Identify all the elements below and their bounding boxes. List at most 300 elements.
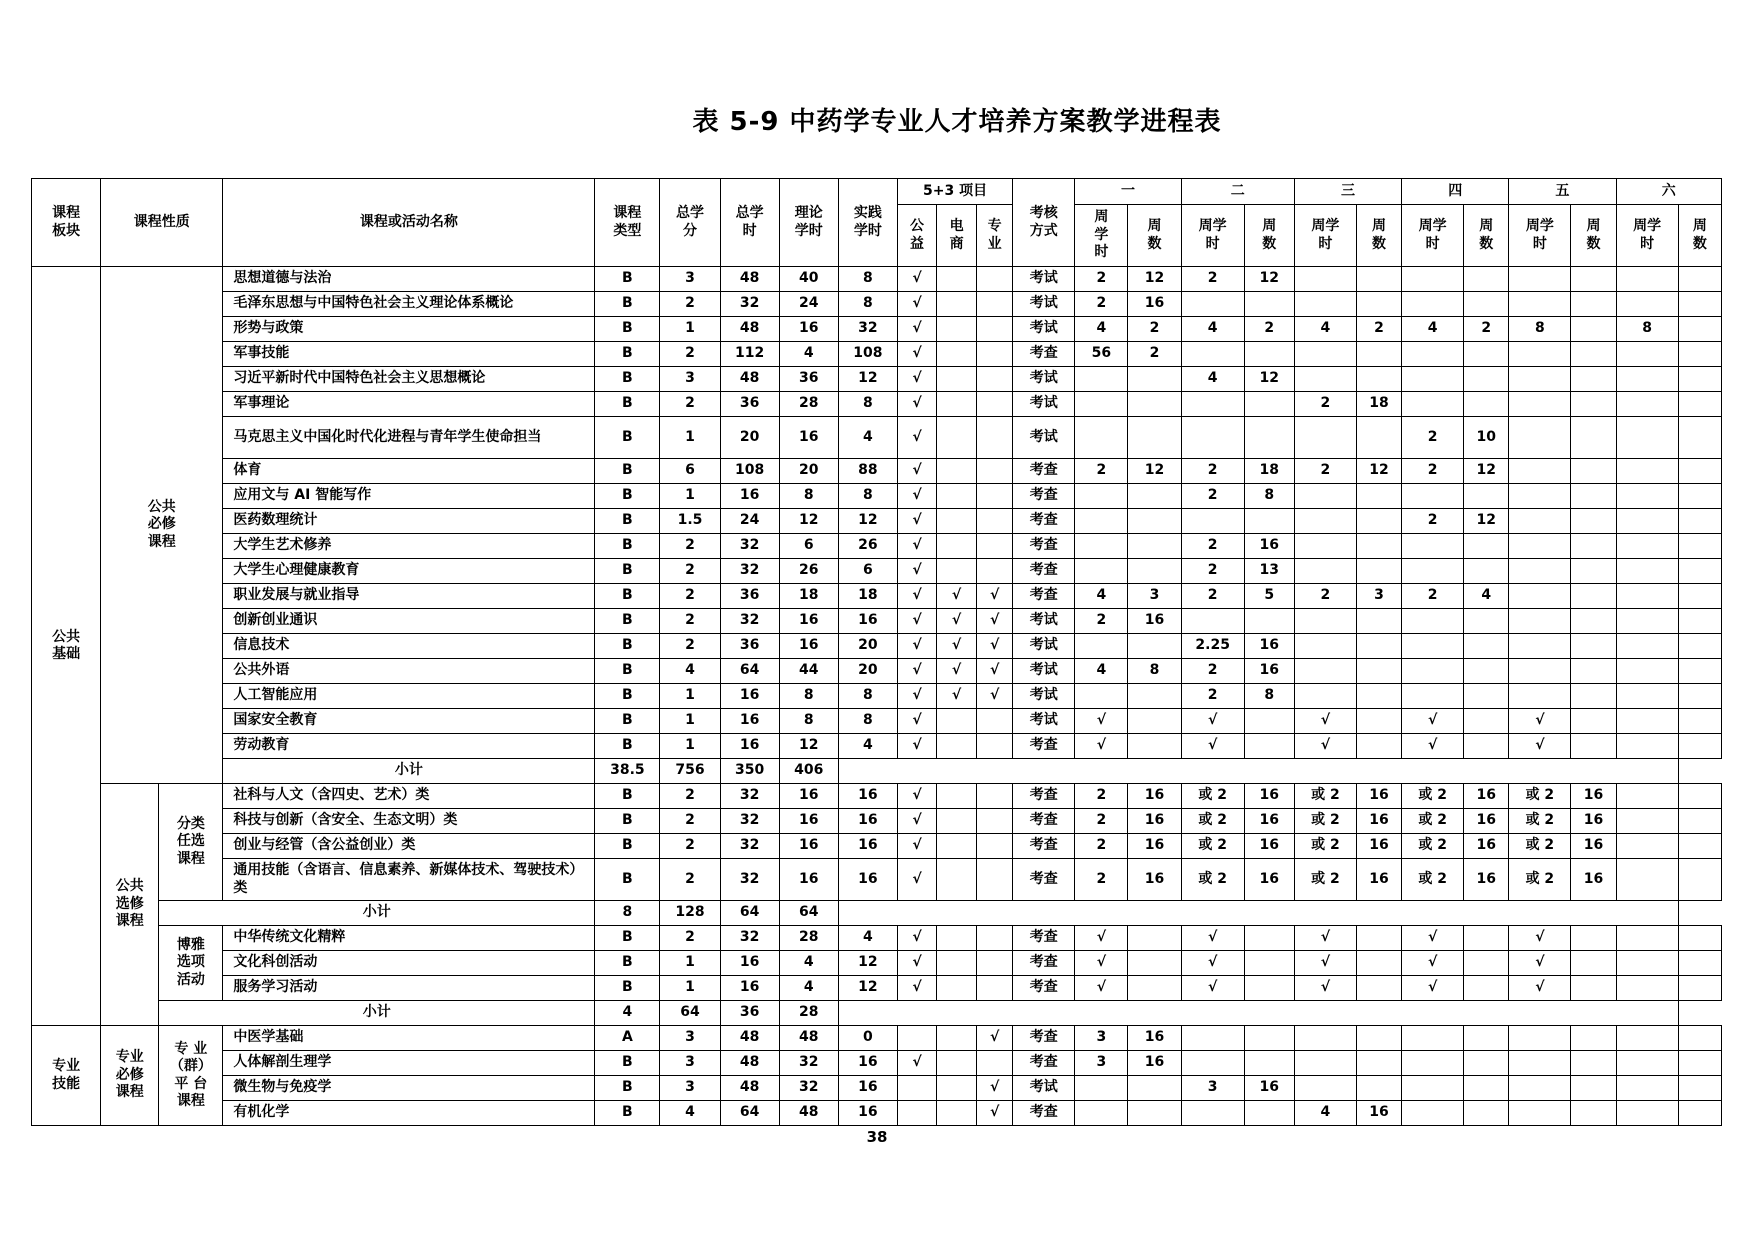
weeks-4: 12 [1464, 459, 1509, 484]
course-p1 [897, 1076, 936, 1101]
subtotal-hours: 128 [660, 901, 720, 926]
course-p2 [937, 834, 977, 859]
weekly-hours-5 [1509, 342, 1571, 367]
course-practice: 12 [838, 951, 897, 976]
subtotal-label: 小计 [159, 1001, 595, 1026]
weekly-hours-3 [1294, 684, 1356, 709]
subtotal-credits: 8 [595, 901, 660, 926]
weekly-hours-2: 2 [1181, 559, 1244, 584]
course-credits: 4 [660, 1101, 720, 1126]
table-row [32, 367, 1722, 392]
weekly-hours-5 [1509, 392, 1571, 417]
weekly-hours-1 [1075, 1076, 1128, 1101]
course-name: 服务学习活动 [223, 976, 595, 1001]
weeks-4 [1464, 267, 1509, 292]
weeks-6 [1678, 859, 1721, 901]
weeks-6 [1678, 292, 1721, 317]
table-row [32, 859, 1722, 901]
course-practice: 12 [838, 509, 897, 534]
course-p3 [977, 267, 1013, 292]
course-name: 人工智能应用 [223, 684, 595, 709]
subtotal-practice: 64 [779, 901, 838, 926]
weeks-6 [1678, 1051, 1721, 1076]
course-theory: 16 [779, 634, 838, 659]
header-block: 课程 板块 [32, 179, 101, 267]
weeks-3 [1356, 609, 1401, 634]
course-p3: √ [977, 1026, 1013, 1051]
weekly-hours-3: √ [1294, 951, 1356, 976]
course-assess: 考查 [1013, 1051, 1075, 1076]
weekly-hours-4: √ [1402, 951, 1464, 976]
course-assess: 考查 [1013, 534, 1075, 559]
weeks-5 [1571, 1101, 1616, 1126]
weeks-1: 16 [1128, 809, 1181, 834]
weekly-hours-6 [1616, 1026, 1678, 1051]
course-assess: 考试 [1013, 417, 1075, 459]
course-p1: √ [897, 559, 936, 584]
header-wh-3: 周学 时 [1294, 205, 1356, 267]
weekly-hours-2 [1181, 1101, 1244, 1126]
weekly-hours-5 [1509, 1026, 1571, 1051]
table-row [32, 684, 1722, 709]
weeks-5 [1571, 292, 1616, 317]
subnature-platform: 专 业 （群） 平 台 课程 [159, 1026, 223, 1126]
course-p2 [937, 367, 977, 392]
weekly-hours-6 [1616, 267, 1678, 292]
course-p1: √ [897, 342, 936, 367]
weekly-hours-1: 3 [1075, 1051, 1128, 1076]
course-theory: 20 [779, 459, 838, 484]
weekly-hours-4: √ [1402, 926, 1464, 951]
weeks-4 [1464, 1076, 1509, 1101]
weekly-hours-4 [1402, 634, 1464, 659]
weekly-hours-6 [1616, 684, 1678, 709]
weekly-hours-3 [1294, 559, 1356, 584]
weeks-4: 2 [1464, 317, 1509, 342]
course-theory: 44 [779, 659, 838, 684]
course-credits: 3 [660, 1026, 720, 1051]
course-credits: 1 [660, 734, 720, 759]
course-practice: 8 [838, 292, 897, 317]
weekly-hours-3: 2 [1294, 459, 1356, 484]
table-row [32, 784, 1722, 809]
weekly-hours-6 [1616, 292, 1678, 317]
header-nature: 课程性质 [101, 179, 223, 267]
course-assess: 考查 [1013, 926, 1075, 951]
course-p2 [937, 1026, 977, 1051]
weeks-4 [1464, 292, 1509, 317]
weekly-hours-3 [1294, 292, 1356, 317]
course-credits: 2 [660, 609, 720, 634]
weeks-1: 12 [1128, 459, 1181, 484]
course-assess: 考试 [1013, 367, 1075, 392]
weekly-hours-5: √ [1509, 926, 1571, 951]
course-p1: √ [897, 976, 936, 1001]
course-practice: 16 [838, 609, 897, 634]
weeks-2: 16 [1244, 634, 1294, 659]
weekly-hours-3: √ [1294, 734, 1356, 759]
weekly-hours-5: 8 [1509, 317, 1571, 342]
course-p3: √ [977, 684, 1013, 709]
weeks-4 [1464, 634, 1509, 659]
table-row [32, 834, 1722, 859]
weekly-hours-2: 或 2 [1181, 859, 1244, 901]
course-hours: 16 [720, 709, 779, 734]
weekly-hours-2: √ [1181, 734, 1244, 759]
weeks-5 [1571, 634, 1616, 659]
weekly-hours-1: 2 [1075, 784, 1128, 809]
course-p1: √ [897, 926, 936, 951]
course-type: B [595, 609, 660, 634]
course-practice: 4 [838, 734, 897, 759]
weekly-hours-5 [1509, 1076, 1571, 1101]
weeks-3 [1356, 559, 1401, 584]
weekly-hours-3: √ [1294, 926, 1356, 951]
weekly-hours-1: 4 [1075, 584, 1128, 609]
course-p2 [937, 392, 977, 417]
table-row [32, 976, 1722, 1001]
table-row [32, 534, 1722, 559]
weeks-6 [1678, 709, 1721, 734]
weeks-5 [1571, 342, 1616, 367]
weekly-hours-4 [1402, 484, 1464, 509]
course-assess: 考查 [1013, 342, 1075, 367]
weekly-hours-1 [1075, 392, 1128, 417]
course-credits: 2 [660, 534, 720, 559]
course-credits: 3 [660, 1076, 720, 1101]
course-credits: 1 [660, 484, 720, 509]
course-hours: 32 [720, 292, 779, 317]
weeks-2: 16 [1244, 784, 1294, 809]
weeks-6 [1678, 392, 1721, 417]
course-p2: √ [937, 684, 977, 709]
course-name: 创新创业通识 [223, 609, 595, 634]
header-wh-6: 周学 时 [1616, 205, 1678, 267]
course-p2 [937, 709, 977, 734]
weekly-hours-1: 56 [1075, 342, 1128, 367]
weekly-hours-2: 2 [1181, 584, 1244, 609]
weeks-5 [1571, 317, 1616, 342]
weekly-hours-3 [1294, 267, 1356, 292]
course-assess: 考查 [1013, 459, 1075, 484]
weekly-hours-2 [1181, 1051, 1244, 1076]
weekly-hours-1 [1075, 1101, 1128, 1126]
weeks-3 [1356, 709, 1401, 734]
course-p3 [977, 709, 1013, 734]
weekly-hours-5 [1509, 609, 1571, 634]
weeks-6 [1678, 342, 1721, 367]
course-type: B [595, 859, 660, 901]
weekly-hours-4: 2 [1402, 584, 1464, 609]
weeks-4: 16 [1464, 809, 1509, 834]
weeks-6 [1678, 634, 1721, 659]
course-credits: 2 [660, 342, 720, 367]
course-p3 [977, 734, 1013, 759]
course-hours: 16 [720, 734, 779, 759]
weeks-1: 16 [1128, 1026, 1181, 1051]
course-p1: √ [897, 609, 936, 634]
weeks-4 [1464, 559, 1509, 584]
weekly-hours-6 [1616, 859, 1678, 901]
weeks-1: 16 [1128, 859, 1181, 901]
weekly-hours-5: √ [1509, 709, 1571, 734]
weeks-1 [1128, 392, 1181, 417]
table-row [32, 559, 1722, 584]
course-p2 [937, 1076, 977, 1101]
course-p2 [937, 292, 977, 317]
weekly-hours-5 [1509, 584, 1571, 609]
course-practice: 16 [838, 784, 897, 809]
course-assess: 考查 [1013, 784, 1075, 809]
weeks-2: 16 [1244, 1076, 1294, 1101]
weeks-1 [1128, 634, 1181, 659]
course-assess: 考试 [1013, 709, 1075, 734]
weekly-hours-2: 2 [1181, 534, 1244, 559]
weekly-hours-3 [1294, 417, 1356, 459]
subtotal-hours: 756 [660, 759, 720, 784]
header-wk-5: 周 数 [1571, 205, 1616, 267]
weeks-6 [1678, 609, 1721, 634]
weeks-2: 18 [1244, 459, 1294, 484]
course-hours: 32 [720, 559, 779, 584]
table-row [32, 1026, 1722, 1051]
course-p1: √ [897, 951, 936, 976]
weeks-2 [1244, 417, 1294, 459]
weekly-hours-6 [1616, 1076, 1678, 1101]
course-p1: √ [897, 267, 936, 292]
table-row [32, 509, 1722, 534]
subtotal-row [32, 1001, 1722, 1026]
weekly-hours-3 [1294, 1026, 1356, 1051]
header-sem-2: 二 [1181, 179, 1294, 205]
course-credits: 3 [660, 267, 720, 292]
weekly-hours-3 [1294, 367, 1356, 392]
course-p2 [937, 484, 977, 509]
weeks-2 [1244, 609, 1294, 634]
course-theory: 40 [779, 267, 838, 292]
weeks-5 [1571, 559, 1616, 584]
table-row [32, 392, 1722, 417]
course-type: B [595, 809, 660, 834]
weekly-hours-6 [1616, 559, 1678, 584]
course-p2 [937, 926, 977, 951]
weekly-hours-1: 4 [1075, 317, 1128, 342]
weeks-5 [1571, 684, 1616, 709]
table-row [32, 809, 1722, 834]
course-hours: 64 [720, 1101, 779, 1126]
header-p2: 电 商 [937, 205, 977, 267]
course-p2 [937, 784, 977, 809]
weeks-6 [1678, 584, 1721, 609]
header-wk-3: 周 数 [1356, 205, 1401, 267]
weeks-5 [1571, 926, 1616, 951]
weeks-4 [1464, 976, 1509, 1001]
course-practice: 12 [838, 976, 897, 1001]
weeks-5 [1571, 1076, 1616, 1101]
weeks-4 [1464, 484, 1509, 509]
course-p3: √ [977, 1076, 1013, 1101]
weeks-4 [1464, 709, 1509, 734]
course-practice: 16 [838, 1076, 897, 1101]
weeks-1 [1128, 417, 1181, 459]
course-hours: 32 [720, 809, 779, 834]
weekly-hours-1 [1075, 367, 1128, 392]
table-row [32, 734, 1722, 759]
course-assess: 考查 [1013, 1026, 1075, 1051]
course-type: B [595, 1101, 660, 1126]
subtotal-empty [838, 901, 1678, 926]
course-p1: √ [897, 734, 936, 759]
course-theory: 4 [779, 976, 838, 1001]
course-p3: √ [977, 609, 1013, 634]
course-assess: 考查 [1013, 559, 1075, 584]
course-assess: 考查 [1013, 584, 1075, 609]
weeks-2: 16 [1244, 859, 1294, 901]
weeks-6 [1678, 534, 1721, 559]
course-p3 [977, 484, 1013, 509]
weeks-1 [1128, 534, 1181, 559]
course-credits: 2 [660, 634, 720, 659]
course-credits: 2 [660, 809, 720, 834]
course-practice: 26 [838, 534, 897, 559]
weekly-hours-4 [1402, 609, 1464, 634]
course-assess: 考查 [1013, 484, 1075, 509]
course-name: 公共外语 [223, 659, 595, 684]
course-credits: 2 [660, 784, 720, 809]
course-p3 [977, 559, 1013, 584]
weekly-hours-2: 4 [1181, 317, 1244, 342]
weeks-1: 2 [1128, 317, 1181, 342]
weekly-hours-6 [1616, 417, 1678, 459]
weeks-3: 2 [1356, 317, 1401, 342]
weekly-hours-5 [1509, 292, 1571, 317]
weeks-4: 16 [1464, 834, 1509, 859]
weeks-4 [1464, 926, 1509, 951]
course-hours: 36 [720, 392, 779, 417]
weekly-hours-4: √ [1402, 709, 1464, 734]
course-name: 医药数理统计 [223, 509, 595, 534]
weekly-hours-1 [1075, 509, 1128, 534]
course-practice: 16 [838, 1101, 897, 1126]
course-p1: √ [897, 392, 936, 417]
nature-prof-required: 专业 必修 课程 [101, 1026, 159, 1126]
weekly-hours-3 [1294, 659, 1356, 684]
teaching-schedule-table [31, 178, 1722, 1126]
course-type: B [595, 559, 660, 584]
weekly-hours-1 [1075, 634, 1128, 659]
course-p1 [897, 1026, 936, 1051]
subtotal-credits: 38.5 [595, 759, 660, 784]
weekly-hours-6 [1616, 392, 1678, 417]
weekly-hours-5 [1509, 659, 1571, 684]
course-type: B [595, 734, 660, 759]
course-theory: 16 [779, 609, 838, 634]
header-wh-4: 周学 时 [1402, 205, 1464, 267]
weekly-hours-4: 2 [1402, 509, 1464, 534]
weeks-1 [1128, 559, 1181, 584]
weekly-hours-6 [1616, 784, 1678, 809]
course-credits: 2 [660, 559, 720, 584]
weekly-hours-5: 或 2 [1509, 834, 1571, 859]
course-credits: 1 [660, 976, 720, 1001]
course-type: B [595, 267, 660, 292]
weeks-2: 5 [1244, 584, 1294, 609]
weekly-hours-2: 2 [1181, 484, 1244, 509]
course-type: B [595, 417, 660, 459]
course-p1: √ [897, 317, 936, 342]
weekly-hours-6 [1616, 709, 1678, 734]
weekly-hours-6 [1616, 809, 1678, 834]
weekly-hours-4: √ [1402, 976, 1464, 1001]
course-hours: 48 [720, 1076, 779, 1101]
weekly-hours-1 [1075, 417, 1128, 459]
weekly-hours-6 [1616, 634, 1678, 659]
weekly-hours-2: √ [1181, 926, 1244, 951]
weekly-hours-3: 或 2 [1294, 859, 1356, 901]
course-practice: 16 [838, 1051, 897, 1076]
course-theory: 26 [779, 559, 838, 584]
course-name: 体育 [223, 459, 595, 484]
course-type: B [595, 534, 660, 559]
weekly-hours-6: 8 [1616, 317, 1678, 342]
weeks-5 [1571, 534, 1616, 559]
weeks-6 [1678, 1026, 1721, 1051]
course-p3 [977, 509, 1013, 534]
weeks-5 [1571, 459, 1616, 484]
course-type: B [595, 784, 660, 809]
course-type: B [595, 509, 660, 534]
weekly-hours-2: √ [1181, 951, 1244, 976]
weeks-3 [1356, 484, 1401, 509]
weeks-2 [1244, 1051, 1294, 1076]
course-name: 大学生艺术修养 [223, 534, 595, 559]
course-credits: 3 [660, 367, 720, 392]
weekly-hours-2: √ [1181, 709, 1244, 734]
header-sem-4: 四 [1402, 179, 1509, 205]
course-p2 [937, 951, 977, 976]
weekly-hours-2: 4 [1181, 367, 1244, 392]
course-theory: 6 [779, 534, 838, 559]
course-p2: √ [937, 634, 977, 659]
header-wk-1: 周 数 [1128, 205, 1181, 267]
weekly-hours-3 [1294, 1076, 1356, 1101]
course-name: 毛泽东思想与中国特色社会主义理论体系概论 [223, 292, 595, 317]
course-p2 [937, 417, 977, 459]
weekly-hours-4 [1402, 559, 1464, 584]
course-p3 [977, 951, 1013, 976]
weeks-5 [1571, 367, 1616, 392]
course-type: B [595, 926, 660, 951]
weekly-hours-4: 2 [1402, 459, 1464, 484]
course-p2 [937, 559, 977, 584]
weekly-hours-3: 或 2 [1294, 809, 1356, 834]
weekly-hours-2 [1181, 392, 1244, 417]
weekly-hours-5 [1509, 367, 1571, 392]
course-theory: 8 [779, 684, 838, 709]
table-row [32, 951, 1722, 976]
weekly-hours-1: 2 [1075, 459, 1128, 484]
subtotal-label: 小计 [159, 901, 595, 926]
weekly-hours-1: 2 [1075, 834, 1128, 859]
weekly-hours-6 [1616, 976, 1678, 1001]
weekly-hours-5: √ [1509, 976, 1571, 1001]
weeks-3 [1356, 1026, 1401, 1051]
course-hours: 16 [720, 976, 779, 1001]
course-type: B [595, 484, 660, 509]
course-name: 人体解剖生理学 [223, 1051, 595, 1076]
weekly-hours-3 [1294, 1051, 1356, 1076]
course-name: 劳动教育 [223, 734, 595, 759]
